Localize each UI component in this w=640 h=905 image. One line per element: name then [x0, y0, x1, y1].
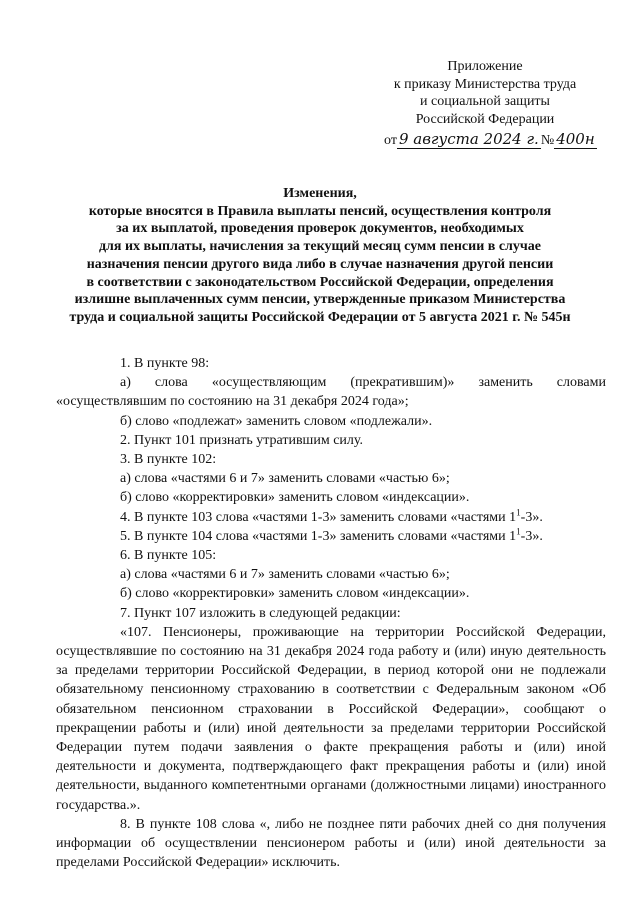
from-label: от	[384, 133, 397, 148]
title-line: для их выплаты, начисления за текущий месяц сумм пенсии в случае	[98, 239, 542, 255]
title-line: Изменения,	[283, 186, 357, 201]
paragraph: а) слова «осуществляющим (прекратившим)» заменить словами	[120, 375, 606, 391]
paragraph: б) слово «корректировки» заменить словом «индексации».	[120, 490, 470, 506]
title-line: назначения пенсии другого вида либо в случае назначения другой пенсии	[86, 256, 554, 272]
appendix-header	[380, 58, 595, 150]
order-date-number-line	[380, 130, 595, 150]
paragraph: б) слово «корректировки» заменить словом «индексации».	[120, 586, 470, 602]
appendix-line: Российской Федерации	[415, 111, 555, 127]
paragraph: 8. В пункте 108 слова «, либо не позднее пяти рабочих дней со дня получения информации об осуществлении пенсионером работы и (или) иной деятельности за пределами Российской Федерации» исключить.	[56, 816, 606, 871]
superscript: 1	[516, 526, 521, 537]
paragraph: б) слово «подлежат» заменить словом «подлежали».	[120, 413, 433, 429]
paragraph-text: -3».	[520, 509, 543, 525]
number-label: №	[540, 133, 555, 148]
title-line: труда и социальной защиты Российской Федерации от 5 августа 2021 г. № 545н	[69, 309, 571, 325]
paragraph	[86, 527, 606, 546]
title-line: которые вносятся в Правила выплаты пенсий, осуществления контроля	[88, 203, 552, 219]
handwritten-order-number: 400н	[556, 130, 595, 148]
appendix-line: к приказу Министерства труда	[393, 76, 577, 92]
paragraph: 6. В пункте 105:	[120, 548, 217, 564]
paragraph-text: 5. В пункте 104 слова «частями 1-3» заменить словами «частями 1	[120, 528, 517, 544]
paragraph: а) слова «частями 6 и 7» заменить словами «частью 6»;	[120, 567, 450, 583]
paragraph: «107. Пенсионеры, проживающие на территории Российской Федерации, осуществлявшие по состоянию на 31 декабря 2024 года работу и (или) иную деятельность за пределами территории Российской Федерации, в период которой они не подлежали обязательному пенсионному страхованию в соответствии с Федеральным законом «Об обязательном пенсионном страховании в Российской Федерации», сообщают о прекращении работы и (или) иной деятельности за пределами территории Российской Федерации путем подачи заявления о факте прекращения работы и (или) иной деятельности и документа, подтверждающего факт прекращения работы и (или) иной деятельности, выданного компетентными органами (должностными лицами) иностранного государства.».	[56, 624, 606, 813]
paragraph: а) слова «частями 6 и 7» заменить словами «частью 6»;	[120, 471, 450, 487]
paragraph: «осуществлявшим по состоянию на 31 декабря 2024 года»;	[56, 394, 409, 410]
superscript: 1	[516, 506, 521, 517]
paragraph	[86, 508, 606, 527]
document-title	[60, 185, 580, 327]
paragraph: 1. В пункте 98:	[120, 356, 210, 371]
appendix-line: и социальной защиты	[420, 94, 550, 109]
title-line: за их выплатой, проведения проверок документов, необходимых	[116, 221, 524, 237]
paragraph-text: -3».	[520, 528, 543, 544]
paragraph: 7. Пункт 107 изложить в следующей редакции:	[120, 605, 401, 621]
title-line: в соответствии с законодательством Российской Федерации, определения	[86, 274, 554, 290]
document-body	[56, 354, 606, 872]
paragraph: 3. В пункте 102:	[120, 452, 217, 468]
paragraph: 2. Пункт 101 признать утратившим силу.	[120, 432, 363, 448]
title-line: излишне выплаченных сумм пенсии, утвержденные приказом Министерства	[74, 292, 566, 308]
handwritten-date: 9 августа 2024 г.	[398, 130, 539, 148]
appendix-line: Приложение	[447, 59, 523, 74]
paragraph-text: 4. В пункте 103 слова «частями 1-3» заменить словами «частями 1	[120, 509, 517, 525]
